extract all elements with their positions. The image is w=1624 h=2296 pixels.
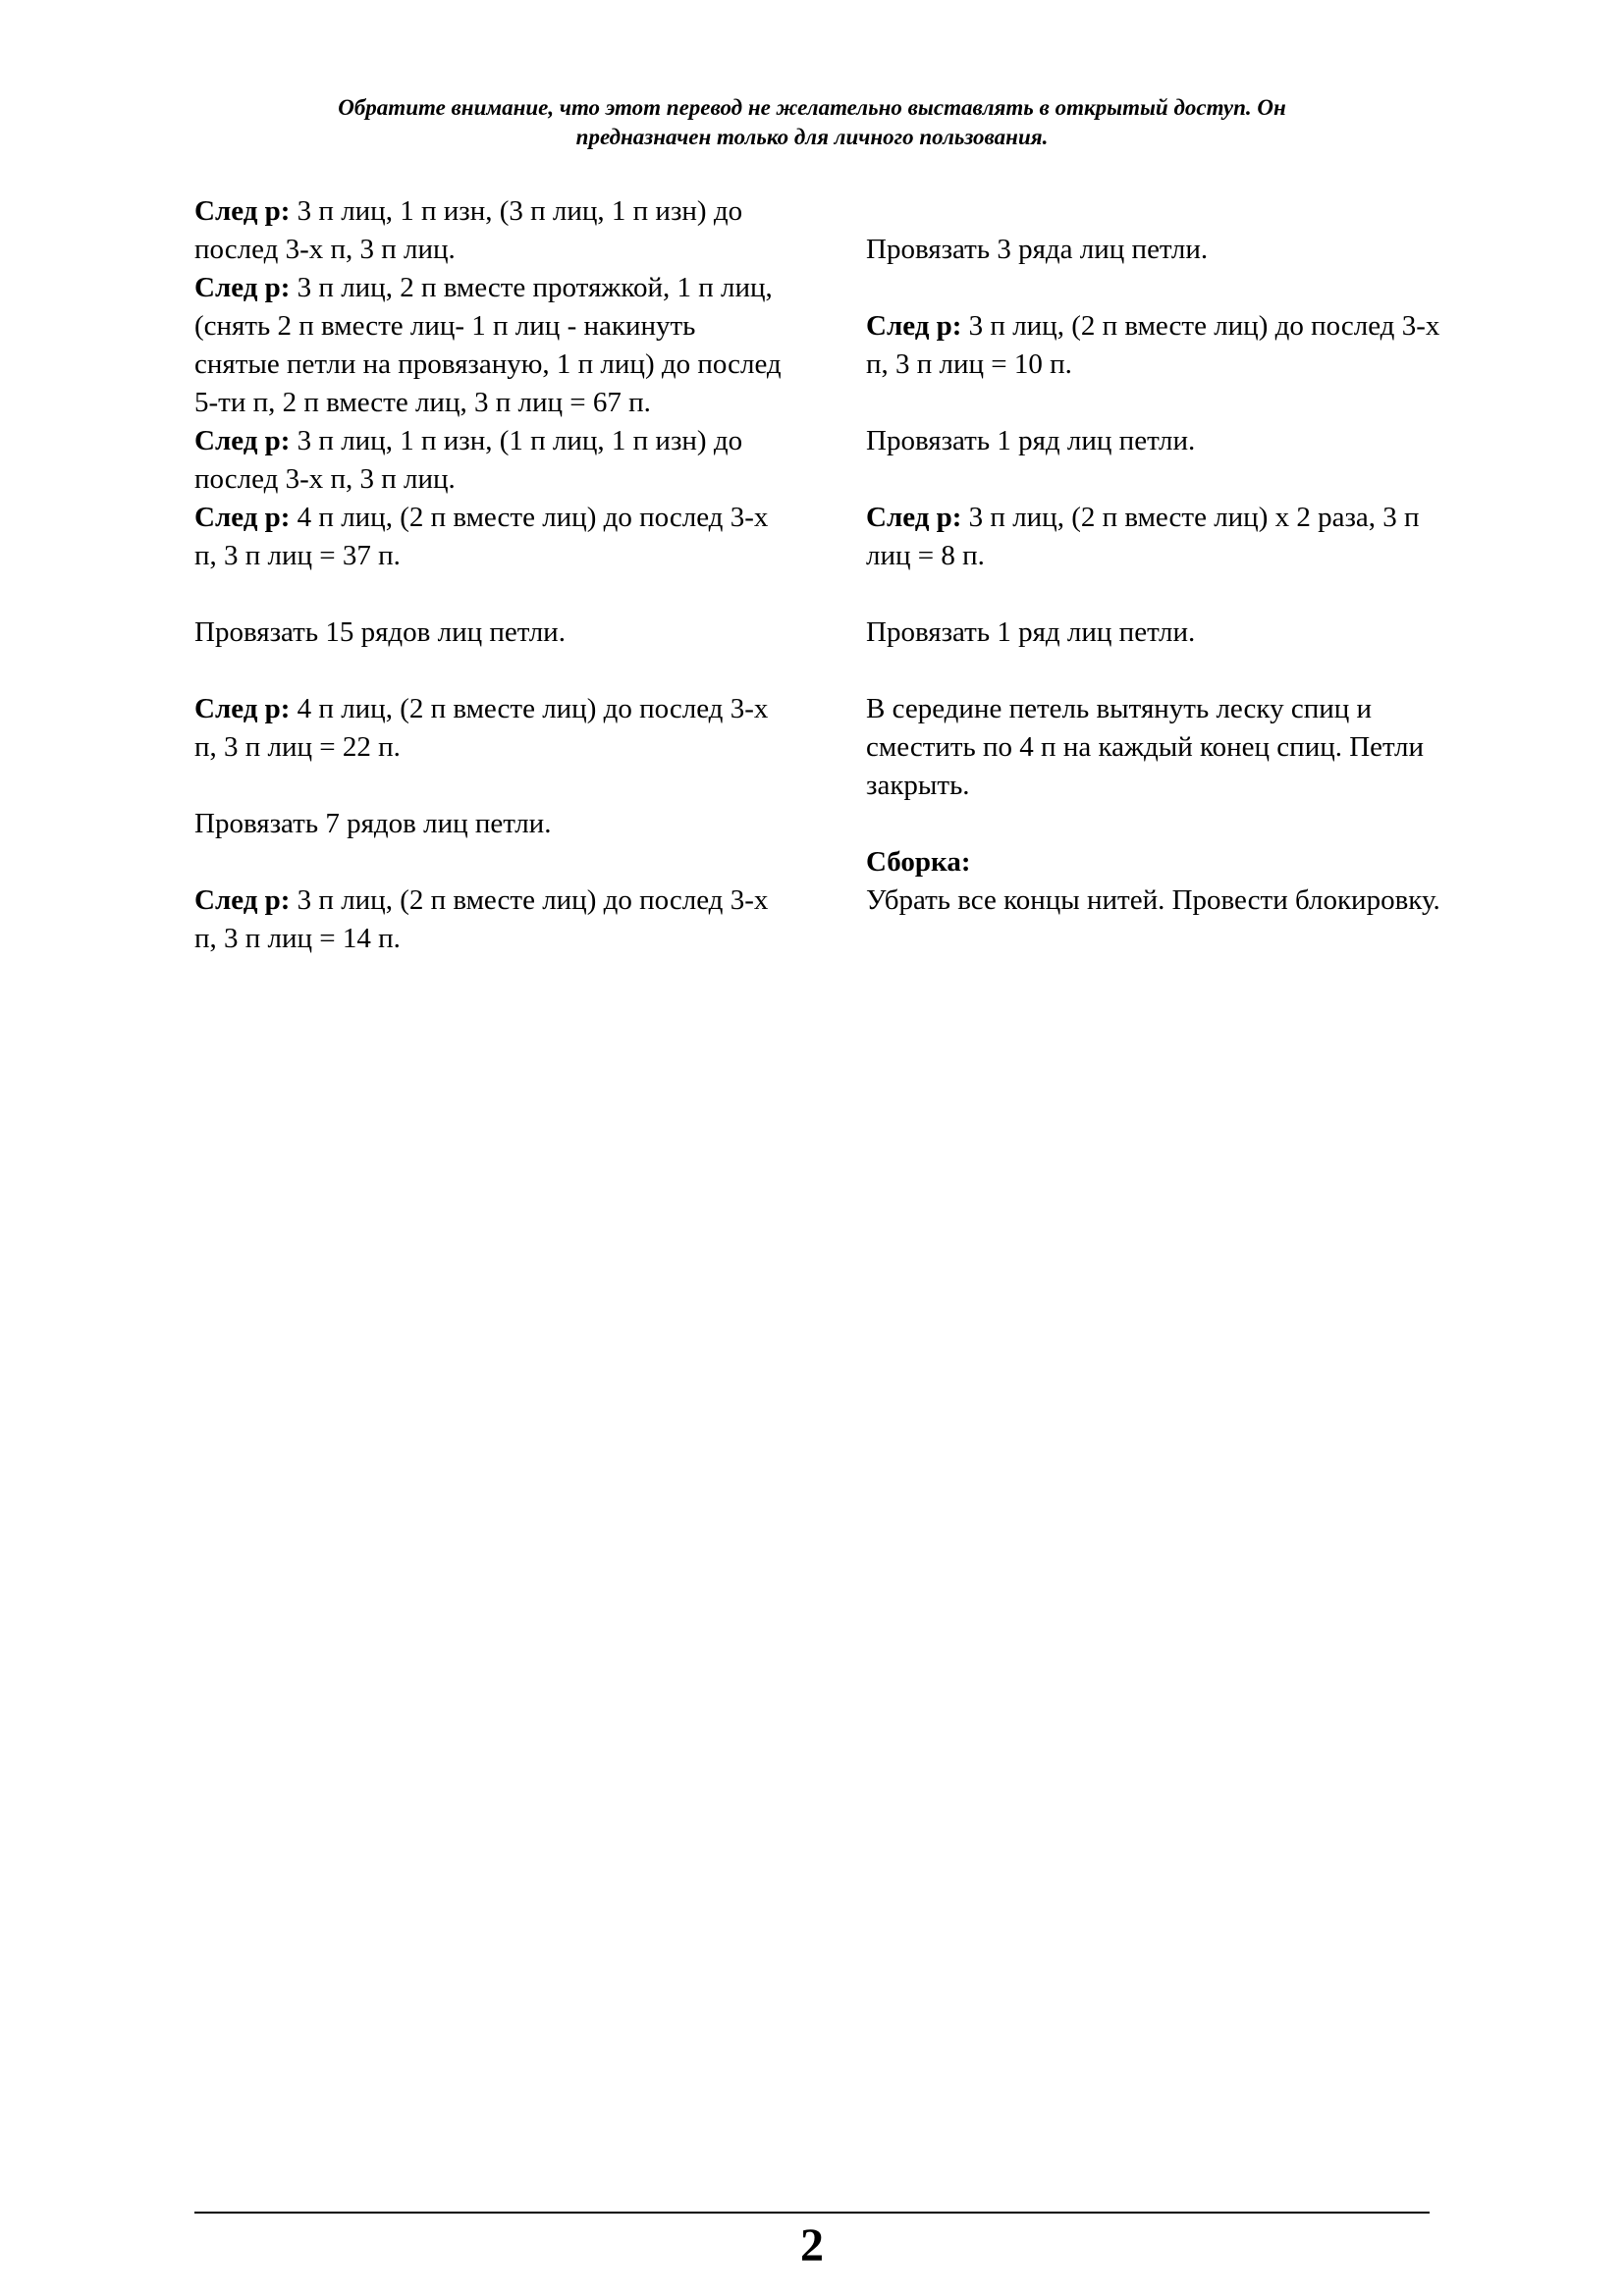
instruction-row [194, 881, 784, 958]
page-number: 2 [800, 2219, 824, 2271]
row-text: 4 п лиц, (2 п вместе лиц) до послед 3-х п, 3 п лиц = 22 п. [194, 693, 769, 763]
instruction-row [194, 805, 784, 843]
row-label: След р: [866, 310, 962, 342]
row-text: 4 п лиц, (2 п вместе лиц) до послед 3-х п, 3 п лиц = 37 п. [194, 502, 769, 571]
row-text: 3 п лиц, (2 п вместе лиц) х 2 раза, 3 п лиц = 8 п. [866, 502, 1420, 571]
translation-notice [196, 93, 1428, 152]
instruction-row [866, 307, 1445, 384]
instruction-row [866, 499, 1445, 575]
row-text: 3 п лиц, (2 п вместе лиц) до послед 3-х п, 3 п лиц = 10 п. [866, 310, 1440, 380]
row-text: 3 п лиц, 1 п изн, (1 п лиц, 1 п изн) до послед 3-х п, 3 п лиц. [194, 425, 743, 495]
section-heading: Сборка: [866, 846, 971, 878]
row-text: Убрать все концы нитей. Провести блокировку. [866, 884, 1440, 916]
left-column [194, 192, 784, 958]
row-text: 3 п лиц, (2 п вместе лиц) до послед 3-х п, 3 п лиц = 14 п. [194, 884, 769, 954]
row-text: 3 п лиц, 1 п изн, (3 п лиц, 1 п изн) до послед 3-х п, 3 п лиц. [194, 195, 743, 265]
notice-line-1: Обратите внимание, что этот перевод не желательно выставлять в открытый доступ. Он [338, 95, 1286, 120]
instruction-row [194, 269, 784, 422]
row-label: След р: [194, 195, 291, 227]
row-label: След р: [194, 272, 291, 303]
instruction-row [194, 192, 784, 269]
row-label: След р: [194, 884, 291, 916]
instruction-row [866, 690, 1445, 805]
row-label: След р: [866, 502, 962, 533]
instruction-row [194, 499, 784, 575]
instruction-row [194, 690, 784, 767]
notice-line-2: предназначен только для личного пользования. [575, 125, 1049, 149]
row-text: Провязать 1 ряд лиц петли. [866, 616, 1196, 648]
row-text: В середине петель вытянуть леску спиц и сместить по 4 п на каждый конец спиц. Петли закрыть. [866, 693, 1424, 801]
row-label: След р: [194, 425, 291, 456]
row-text: Провязать 15 рядов лиц петли. [194, 616, 566, 648]
instruction-row [866, 422, 1445, 460]
row-text: 3 п лиц, 2 п вместе протяжкой, 1 п лиц, (снять 2 п вместе лиц- 1 п лиц - накинуть снятые петли на провязаную, 1 п лиц) до послед 5-ти п, 2 п вместе лиц, 3 п лиц = 67 п. [194, 272, 782, 418]
row-text: Провязать 1 ряд лиц петли. [866, 425, 1196, 456]
row-label: След р: [194, 502, 291, 533]
row-label: След р: [194, 693, 291, 724]
assembly-section [866, 843, 1445, 920]
instruction-row [866, 614, 1445, 652]
instruction-row [194, 422, 784, 499]
right-column [866, 231, 1445, 920]
instruction-row [194, 614, 784, 652]
row-text: Провязать 3 ряда лиц петли. [866, 234, 1209, 265]
row-text: Провязать 7 рядов лиц петли. [194, 808, 552, 839]
instruction-row [866, 231, 1445, 269]
footer-divider [194, 2212, 1430, 2214]
